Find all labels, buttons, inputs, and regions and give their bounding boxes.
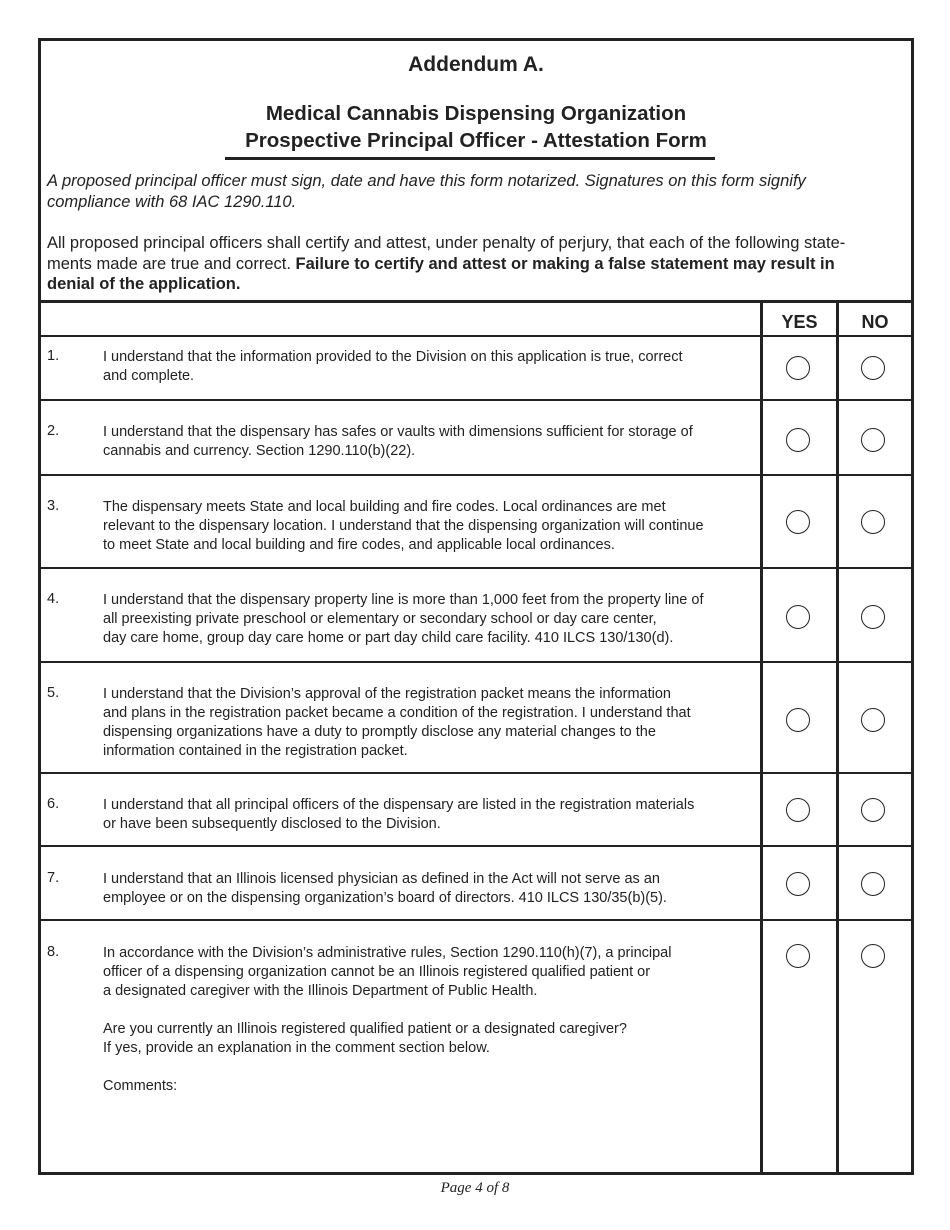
no-radio[interactable]: [861, 605, 885, 629]
yes-column-divider: [760, 302, 763, 1175]
column-header-yes: YES: [781, 312, 818, 332]
yes-radio[interactable]: [786, 605, 810, 629]
attestation-plain: All proposed principal officers shall certify and attest, under penalty of perjury, that each of the following state-ments made are true and correct.: [47, 234, 846, 273]
attestation-warning: Failure to certify and attest or making a false statement may result in denial of the application.: [47, 254, 835, 293]
row-number: 8.: [47, 944, 60, 960]
row-number: 1.: [47, 348, 60, 364]
row-rule: [41, 661, 911, 663]
row-rule: [41, 772, 911, 774]
yes-radio[interactable]: [786, 428, 810, 452]
row-statement: I understand that the information provided to the Division on this application is true, correct and complete.: [103, 349, 683, 384]
attestation-form-frame: [38, 38, 914, 1175]
row-statement: In accordance with the Division’s administrative rules, Section 1290.110(h)(7), a principal officer of a dispensing organization cannot be an Illinois registered qualified patient or a designated caregiver with the Illinois Department of Public Health. Are you currently an Illinois registered qualified patient or a designated caregiver? If yes, provide an explanation in the comment section below. Comments:: [103, 945, 672, 1094]
page-number: Page 4 of 8: [440, 1180, 510, 1196]
row-number: 7.: [47, 870, 60, 886]
row-rule: [41, 474, 911, 476]
title-underline: [225, 157, 715, 160]
form-title-line1: Medical Cannabis Dispensing Organization: [265, 102, 687, 125]
no-radio[interactable]: [861, 510, 885, 534]
no-radio[interactable]: [861, 944, 885, 968]
yes-radio[interactable]: [786, 510, 810, 534]
row-number: 5.: [47, 685, 60, 701]
row-statement: I understand that the dispensary property line is more than 1,000 feet from the property line of all preexisting private preschool or elementary or secondary school or day care center, day care home, group day care home or part day child care facility. 410 ILCS 130/130(d).: [103, 592, 704, 646]
table-top-rule: [41, 300, 911, 303]
row-rule: [41, 919, 911, 921]
row-statement: I understand that the Division’s approval of the registration packet means the information and plans in the registration packet became a condition of the registration. I understand that dispensing organizations have a duty to promptly disclose any material changes to the information contained in the registration packet.: [103, 686, 691, 759]
no-radio[interactable]: [861, 708, 885, 732]
row-statement: I understand that an Illinois licensed physician as defined in the Act will not serve as an employee or on the dispensing organization’s board of directors. 410 ILCS 130/35(b)(5).: [103, 871, 667, 906]
attestation-statement: [47, 233, 883, 295]
no-radio[interactable]: [861, 798, 885, 822]
intro-instructions: A proposed principal officer must sign, date and have this form notarized. Signatures on this form signify compliance with 68 IAC 1290.110.: [47, 172, 806, 211]
row-number: 2.: [47, 423, 60, 439]
row-number: 6.: [47, 796, 60, 812]
row-statement: The dispensary meets State and local building and fire codes. Local ordinances are met relevant to the dispensary location. I understand that the dispensing organization will continue to meet State and local building and fire codes, and applicable local ordinances.: [103, 499, 704, 553]
no-radio[interactable]: [861, 872, 885, 896]
no-radio[interactable]: [861, 428, 885, 452]
column-header-no: NO: [861, 312, 889, 332]
header-row-rule: [41, 335, 911, 337]
row-statement: I understand that the dispensary has safes or vaults with dimensions sufficient for storage of cannabis and currency. Section 1290.110(b)(22).: [103, 424, 693, 459]
yes-radio[interactable]: [786, 356, 810, 380]
row-statement: I understand that all principal officers of the dispensary are listed in the registration materials or have been subsequently disclosed to the Division.: [103, 797, 695, 832]
row-rule: [41, 845, 911, 847]
yes-radio[interactable]: [786, 944, 810, 968]
form-title-line2: Prospective Principal Officer - Attestation Form: [245, 129, 707, 152]
no-column-divider: [836, 302, 839, 1175]
no-radio[interactable]: [861, 356, 885, 380]
row-number: 3.: [47, 498, 60, 514]
yes-radio[interactable]: [786, 872, 810, 896]
form-title: [41, 100, 911, 154]
row-number: 4.: [47, 591, 60, 607]
yes-radio[interactable]: [786, 708, 810, 732]
row-rule: [41, 567, 911, 569]
addendum-label: Addendum A.: [408, 53, 544, 76]
row-rule: [41, 399, 911, 401]
yes-radio[interactable]: [786, 798, 810, 822]
